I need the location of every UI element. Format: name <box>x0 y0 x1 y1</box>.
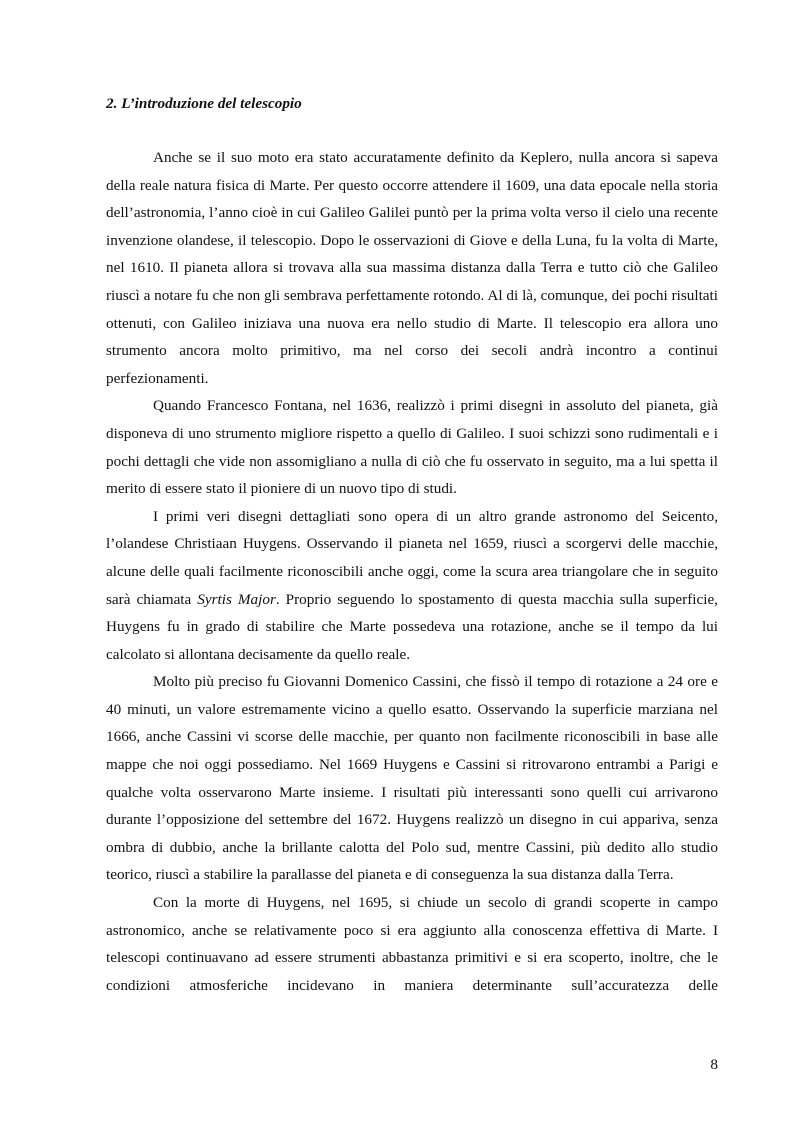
paragraph-cassini: Molto più preciso fu Giovanni Domenico Cassini, che fissò il tempo di rotazione a 24 ore e 40 minuti, un valore estremamente vicino a quello esatto. Osservando la superficie marziana nel 1666, anche Cassini vi scorse delle macchie, per quanto non facilmente riconoscibili in base alle mappe che noi oggi possediamo. Nel 1669 Huygens e Cassini si ritrovarono entrambi a Parigi e qualche volta osservarono Marte insieme. I risultati più interessanti sono quelli cui arrivarono durante l’opposizione del settembre del 1672. Huygens realizzò un disegno in cui appariva, senza ombra di dubbio, anche la brillante calotta del Polo sud, mentre Cassini, più dedito allo studio teorico, riuscì a stabilire la parallasse del pianeta e di conseguenza la sua distanza dalla Terra. <box>106 673 718 884</box>
document-page <box>106 92 718 999</box>
paragraph-huygens <box>106 503 718 669</box>
paragraph-huygens-text-after: . Proprio seguendo lo spostamento di questa macchia sulla superficie, Huygens fu in grado di stabilire che Marte possedeva una rotazione, anche se il tempo da lui calcolato si allontana decisamente da quello reale. <box>106 590 718 663</box>
paragraph-galileo: Anche se il suo moto era stato accuratamente definito da Keplero, nulla ancora si sapeva della reale natura fisica di Marte. Per questo occorre attendere il 1609, una data epocale nella storia dell’astronomia, l’anno cioè in cui Galileo Galilei puntò per la prima volta verso il cielo una recente invenzione olandese, il telescopio. Dopo le osservazioni di Giove e della Luna, fu la volta di Marte, nel 1610. Il pianeta allora si trovava alla sua massima distanza dalla Terra e tutto ciò che Galileo riuscì a notare fu che non gli sembrava perfettamente rotondo. Al di là, comunque, dei pochi risultati ottenuti, con Galileo iniziava una nuova era nello studio di Marte. Il telescopio era allora uno strumento ancora molto primitivo, ma nel corso dei secoli andrà incontro a continui perfezionamenti. <box>106 149 718 387</box>
section-heading: 2. L’introduzione del telescopio <box>106 95 302 112</box>
paragraph-huygens-text-before: I primi veri disegni dettagliati sono opera di un altro grande astronomo del Seicento, l’olandese Christiaan Huygens. Osservando il pianeta nel 1659, riuscì a scorgervi delle macchie, alcune delle quali facilmente riconoscibili anche oggi, come la scura area triangolare che in seguito sarà chiamata <box>106 507 718 608</box>
paragraph-conclusion: Con la morte di Huygens, nel 1695, si chiude un secolo di grandi scoperte in campo astronomico, anche se relativamente poco si era aggiunto alla conoscenza effettiva di Marte. I telescopi continuavano ad essere strumenti abbastanza primitivi e si era scoperto, inoltre, che le condizioni atmosferiche incidevano in maniera determinante sull’accuratezza delle <box>106 894 718 994</box>
page-number: 8 <box>710 1056 718 1073</box>
syrtis-major-emphasis: Syrtis Major <box>197 590 276 608</box>
paragraph-fontana: Quando Francesco Fontana, nel 1636, realizzò i primi disegni in assoluto del pianeta, già disponeva di uno strumento migliore rispetto a quello di Galileo. I suoi schizzi sono rudimentali e i pochi dettagli che vide non assomigliano a nulla di ciò che fu osservato in seguito, ma a lui spetta il merito di essere stato il pioniere di un nuovo tipo di studi. <box>106 397 718 498</box>
